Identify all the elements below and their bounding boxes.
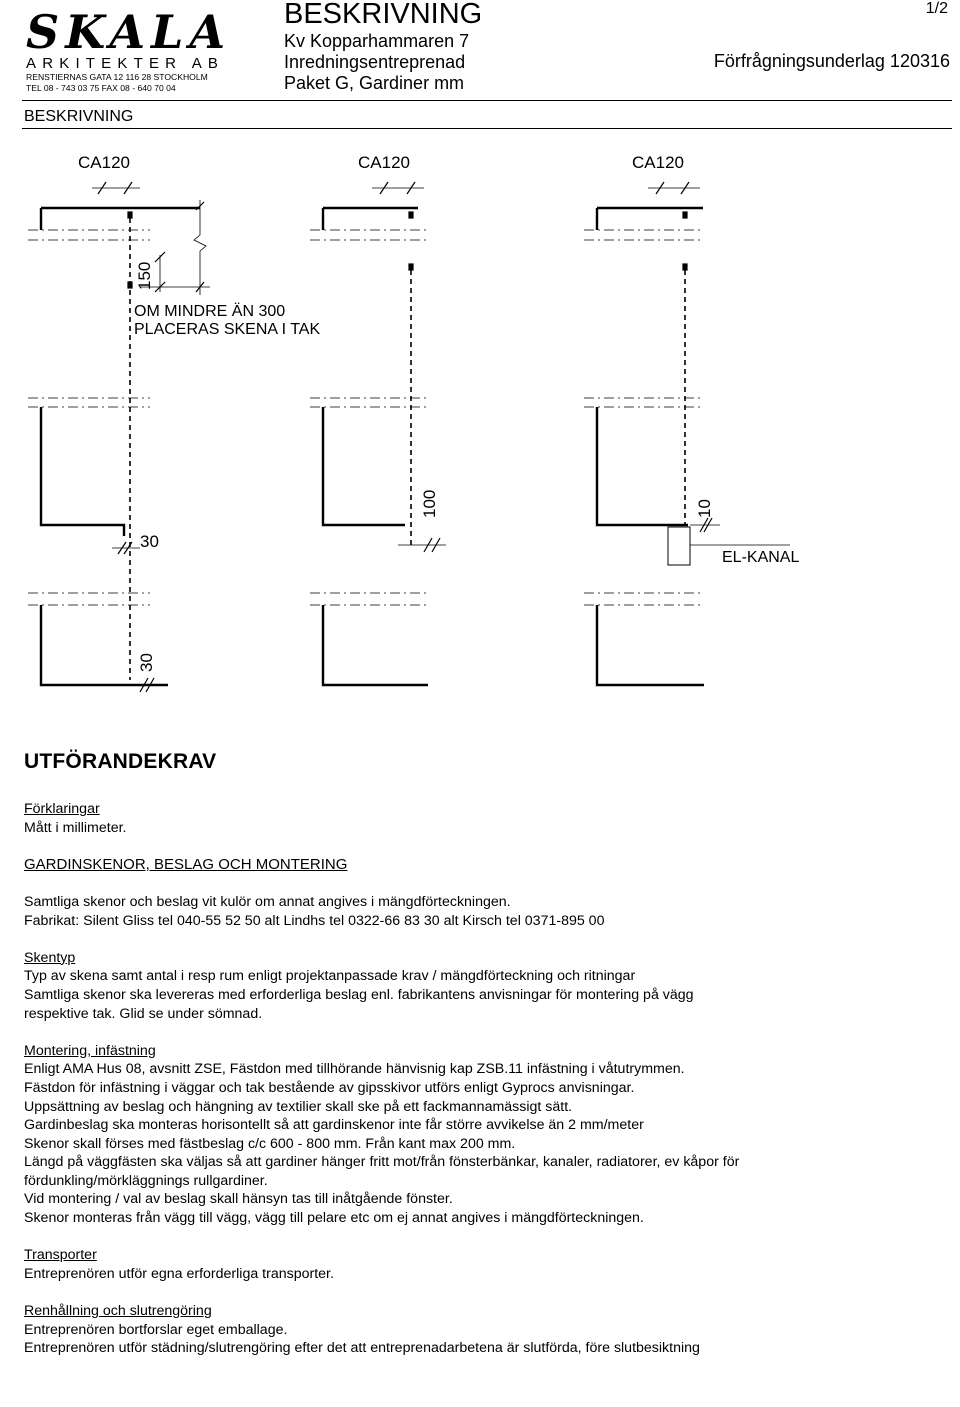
note-line-1: OM MINDRE ÄN 300 — [134, 303, 286, 320]
rail-type-text-3: respektive tak. Glid se under sömnad. — [24, 1005, 263, 1022]
logo-name: SKALA — [26, 5, 232, 59]
cleaning-text-1: Entreprenören bortforslar eget emballage. — [24, 1321, 288, 1338]
note-line-2: PLACERAS SKENA I TAK — [134, 321, 321, 338]
dimension-100: 100 — [420, 489, 439, 518]
company-logo — [24, 4, 254, 96]
ca120-label-3: CA120 — [632, 153, 684, 172]
logo-address-1: RENSTIERNAS GATA 12 116 28 STOCKHOLM — [26, 72, 208, 82]
curtain-rail-drawing — [0, 140, 960, 700]
logo-subtitle: ARKITEKTER AB — [26, 55, 225, 72]
ca120-label-2: CA120 — [358, 153, 410, 172]
el-kanal-label: EL-KANAL — [722, 549, 800, 566]
logo-address-2: TEL 08 - 743 03 75 FAX 08 - 640 70 04 — [26, 83, 176, 93]
mounting-line: Gardinbeslag ska monteras horisontellt så att gardinskenor inte får större avvikelse än 2 mm/meter — [24, 1117, 644, 1134]
dimension-30-bottom: 30 — [137, 653, 156, 672]
package-name: Paket G, Gardiner mm — [284, 73, 465, 93]
mounting-line: Fästdon för infästning i väggar och tak bestående av gipsskivor utförs enligt Gyprocs anvisningar. — [24, 1079, 635, 1096]
contract-name: Inredningsentreprenad — [284, 52, 466, 72]
section-divider — [22, 128, 952, 129]
ca120-label-1: CA120 — [78, 153, 130, 172]
document-title: BESKRIVNING — [284, 0, 483, 30]
transport-title: Transporter — [24, 1247, 97, 1264]
dimension-150: 150 — [135, 261, 154, 290]
cleaning-text-2: Entreprenören utför städning/slutrengöring efter det att entreprenadarbetena är slutförda, före slutbesiktning — [24, 1340, 700, 1357]
explanations-text: Mått i millimeter. — [24, 819, 127, 836]
requirements-body — [24, 800, 944, 1358]
curtain-rails-text-2: Fabrikat: Silent Gliss tel 040-55 52 50 alt Lindhs tel 0322-66 83 30 alt Kirsch tel 0371-895 00 — [24, 912, 605, 929]
mounting-line: Skenor skall förses med fästbeslag c/c 600 - 800 mm. Från kant max 200 mm. — [24, 1135, 516, 1152]
project-name: Kv Kopparhammaren 7 — [284, 31, 470, 51]
header-divider — [22, 100, 952, 101]
dimension-30-top: 30 — [140, 532, 159, 551]
transport-text: Entreprenören utför egna erforderliga transporter. — [24, 1265, 334, 1282]
dimension-10: 10 — [695, 499, 714, 518]
section-label: BESKRIVNING — [24, 108, 134, 125]
page-number: 1/2 — [925, 0, 948, 17]
cleaning-title: Renhållning och slutrengöring — [24, 1303, 212, 1320]
mounting-line: Längd på väggfästen ska väljas så att gardiner hänger fritt mot/från fönsterbänkar, kanaler, radiatorer, ev kåpor för — [24, 1154, 740, 1171]
curtain-rails-heading: GARDINSKENOR, BESLAG OCH MONTERING — [24, 855, 348, 873]
rail-type-text-1: Typ av skena samt antal i resp rum enligt projektanpassade krav / mängdförteckning och ritningar — [24, 968, 636, 985]
mounting-line: Vid montering / val av beslag skall hänsyn tas till inåtgående fönster. — [24, 1191, 453, 1208]
mounting-title: Montering, infästning — [24, 1042, 156, 1059]
curtain-rails-text-1: Samtliga skenor och beslag vit kulör om annat angives i mängdförteckningen. — [24, 893, 511, 910]
mounting-line: fördunkling/mörkläggnings rullgardiner. — [24, 1172, 268, 1189]
mounting-line: Enligt AMA Hus 08, avsnitt ZSE, Fästdon med tillhörande hänvisnig kap ZSB.11 infästning i våtutrymmen. — [24, 1061, 685, 1078]
rail-type-text-2: Samtliga skenor ska levereras med erforderliga beslag enl. fabrikantens anvisningar för montering på vägg — [24, 986, 694, 1003]
requirements-heading: UTFÖRANDEKRAV — [24, 750, 217, 773]
mounting-line: Skenor monteras från vägg till vägg, vägg till pelare etc om ej annat angives i mängdförteckningen. — [24, 1210, 644, 1227]
document-reference: Förfrågningsunderlag 120316 — [713, 51, 950, 71]
mounting-line: Uppsättning av beslag och hängning av textilier skall ske på ett fackmannamässigt sätt. — [24, 1098, 573, 1115]
explanations-title: Förklaringar — [24, 801, 100, 817]
rail-type-title: Skentyp — [24, 949, 76, 966]
